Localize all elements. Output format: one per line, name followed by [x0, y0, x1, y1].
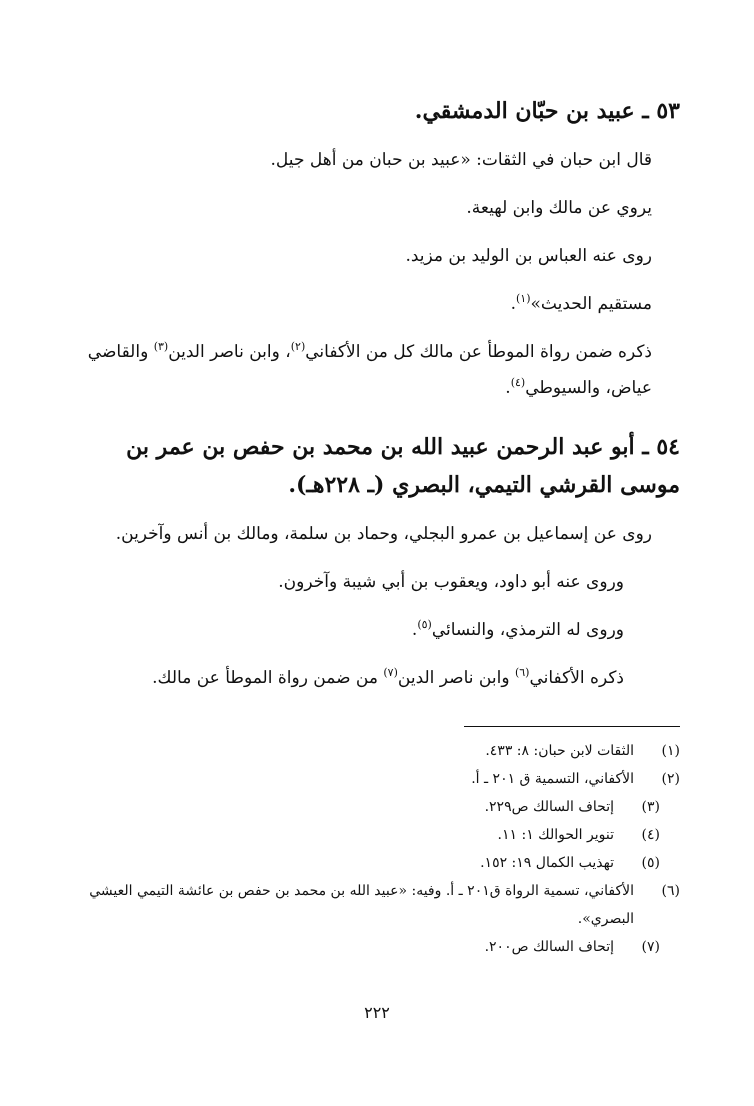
entry-53-line-4-end: . [510, 294, 516, 314]
entry-53-line-4-text: مستقيم الحديث» [530, 294, 652, 314]
entry-53-paragraph [60, 334, 680, 406]
footnote-text: الأكفاني، تسمية الرواة ق٢٠١ ـ أ. وفيه: «عبيد الله بن محمد بن حفص بن عائشة التيمي العيشي البصري». [89, 883, 634, 927]
entry-54-title: ٥٤ ـ أبو عبد الرحمن عبيد الله بن محمد بن حفص بن عمر بن موسى القرشي التيمي، البصري (ـ ٢٢٨هـ). [126, 434, 680, 498]
footnote-number: (٣) [641, 799, 660, 815]
entry-53-line-2: يروي عن مالك وابن لهيعة. [466, 198, 652, 218]
entry-54-line-4-a: ذكره الأكفاني [529, 668, 624, 688]
footnote-4 [60, 821, 680, 849]
footnote-7 [60, 933, 680, 961]
entry-54-line-4-c: من ضمن رواة الموطأ عن مالك. [152, 668, 384, 688]
entry-53-para-b: ، وابن ناصر الدين [168, 342, 291, 362]
entry-54-line-2: وروى عنه أبو داود، ويعقوب بن أبي شيبة وآخرون. [278, 572, 624, 592]
entry-53-line-1: قال ابن حبان في الثقات: «عبيد بن حبان من أهل جيل. [270, 150, 652, 170]
entry-53-line-3: روى عنه العباس بن الوليد بن مزيد. [405, 246, 652, 266]
entry-54-line-3-text: وروى له الترمذي، والنسائي [431, 620, 624, 640]
footnote-text: تنوير الحوالك ١: ١١. [497, 827, 614, 843]
footnote-ref-3: (٣) [153, 340, 169, 353]
footnote-text: تهذيب الكمال ١٩: ١٥٢. [480, 855, 614, 871]
entry-54-line-3 [60, 612, 680, 648]
footnote-2 [60, 765, 680, 793]
footnote-text: الثقات لابن حبان: ٨: ٤٣٣. [485, 743, 634, 759]
footnote-ref-1: (١) [516, 292, 531, 305]
entry-54-paragraph-1: روى عن إسماعيل بن عمرو البجلي، وحماد بن سلمة، ومالك بن أنس وآخرين. [115, 524, 652, 544]
footnote-ref-5: (٥) [417, 618, 432, 631]
footnote-text: إتحاف السالك ص٢٠٠. [484, 939, 614, 955]
footnotes [60, 737, 680, 961]
footnote-number: (٥) [641, 855, 660, 871]
entry-54-line-4-b: وابن ناصر الدين [397, 668, 515, 688]
footnote-3 [60, 793, 680, 821]
footnote-text: إتحاف السالك ص٢٢٩. [484, 799, 614, 815]
footnote-number: (٤) [641, 827, 660, 843]
footnote-ref-6: (٦) [514, 666, 530, 679]
footnote-divider [464, 726, 680, 727]
entry-54-line-3-end: . [411, 620, 418, 640]
footnote-number: (٢) [661, 771, 680, 787]
footnote-5 [60, 849, 680, 877]
page-number: ٢٢٢ [364, 1003, 390, 1022]
footnote-ref-7: (٧) [383, 666, 398, 679]
footnote-number: (٦) [661, 883, 680, 899]
footnote-number: (١) [661, 743, 680, 759]
page-body [60, 92, 680, 961]
footnote-6 [60, 877, 680, 933]
entry-53-title: ٥٣ ـ عبيد بن حبّان الدمشقي. [414, 98, 680, 124]
footnote-1 [60, 737, 680, 765]
entry-53-para-end: . [505, 378, 511, 398]
entry-54-line-4 [60, 660, 680, 696]
footnote-number: (٧) [641, 939, 660, 955]
entry-53-para-a: ذكره ضمن رواة الموطأ عن مالك كل من الأكفاني [305, 342, 652, 362]
footnote-text: الأكفاني، التسمية ق ٢٠١ ـ أ. [471, 771, 634, 787]
footnote-ref-4: (٤) [510, 376, 526, 389]
footnote-ref-2: (٢) [290, 340, 306, 353]
entry-53-line-4 [60, 286, 680, 322]
entry-53-para-c: والقاضي عياض، والسيوطي [87, 342, 652, 398]
